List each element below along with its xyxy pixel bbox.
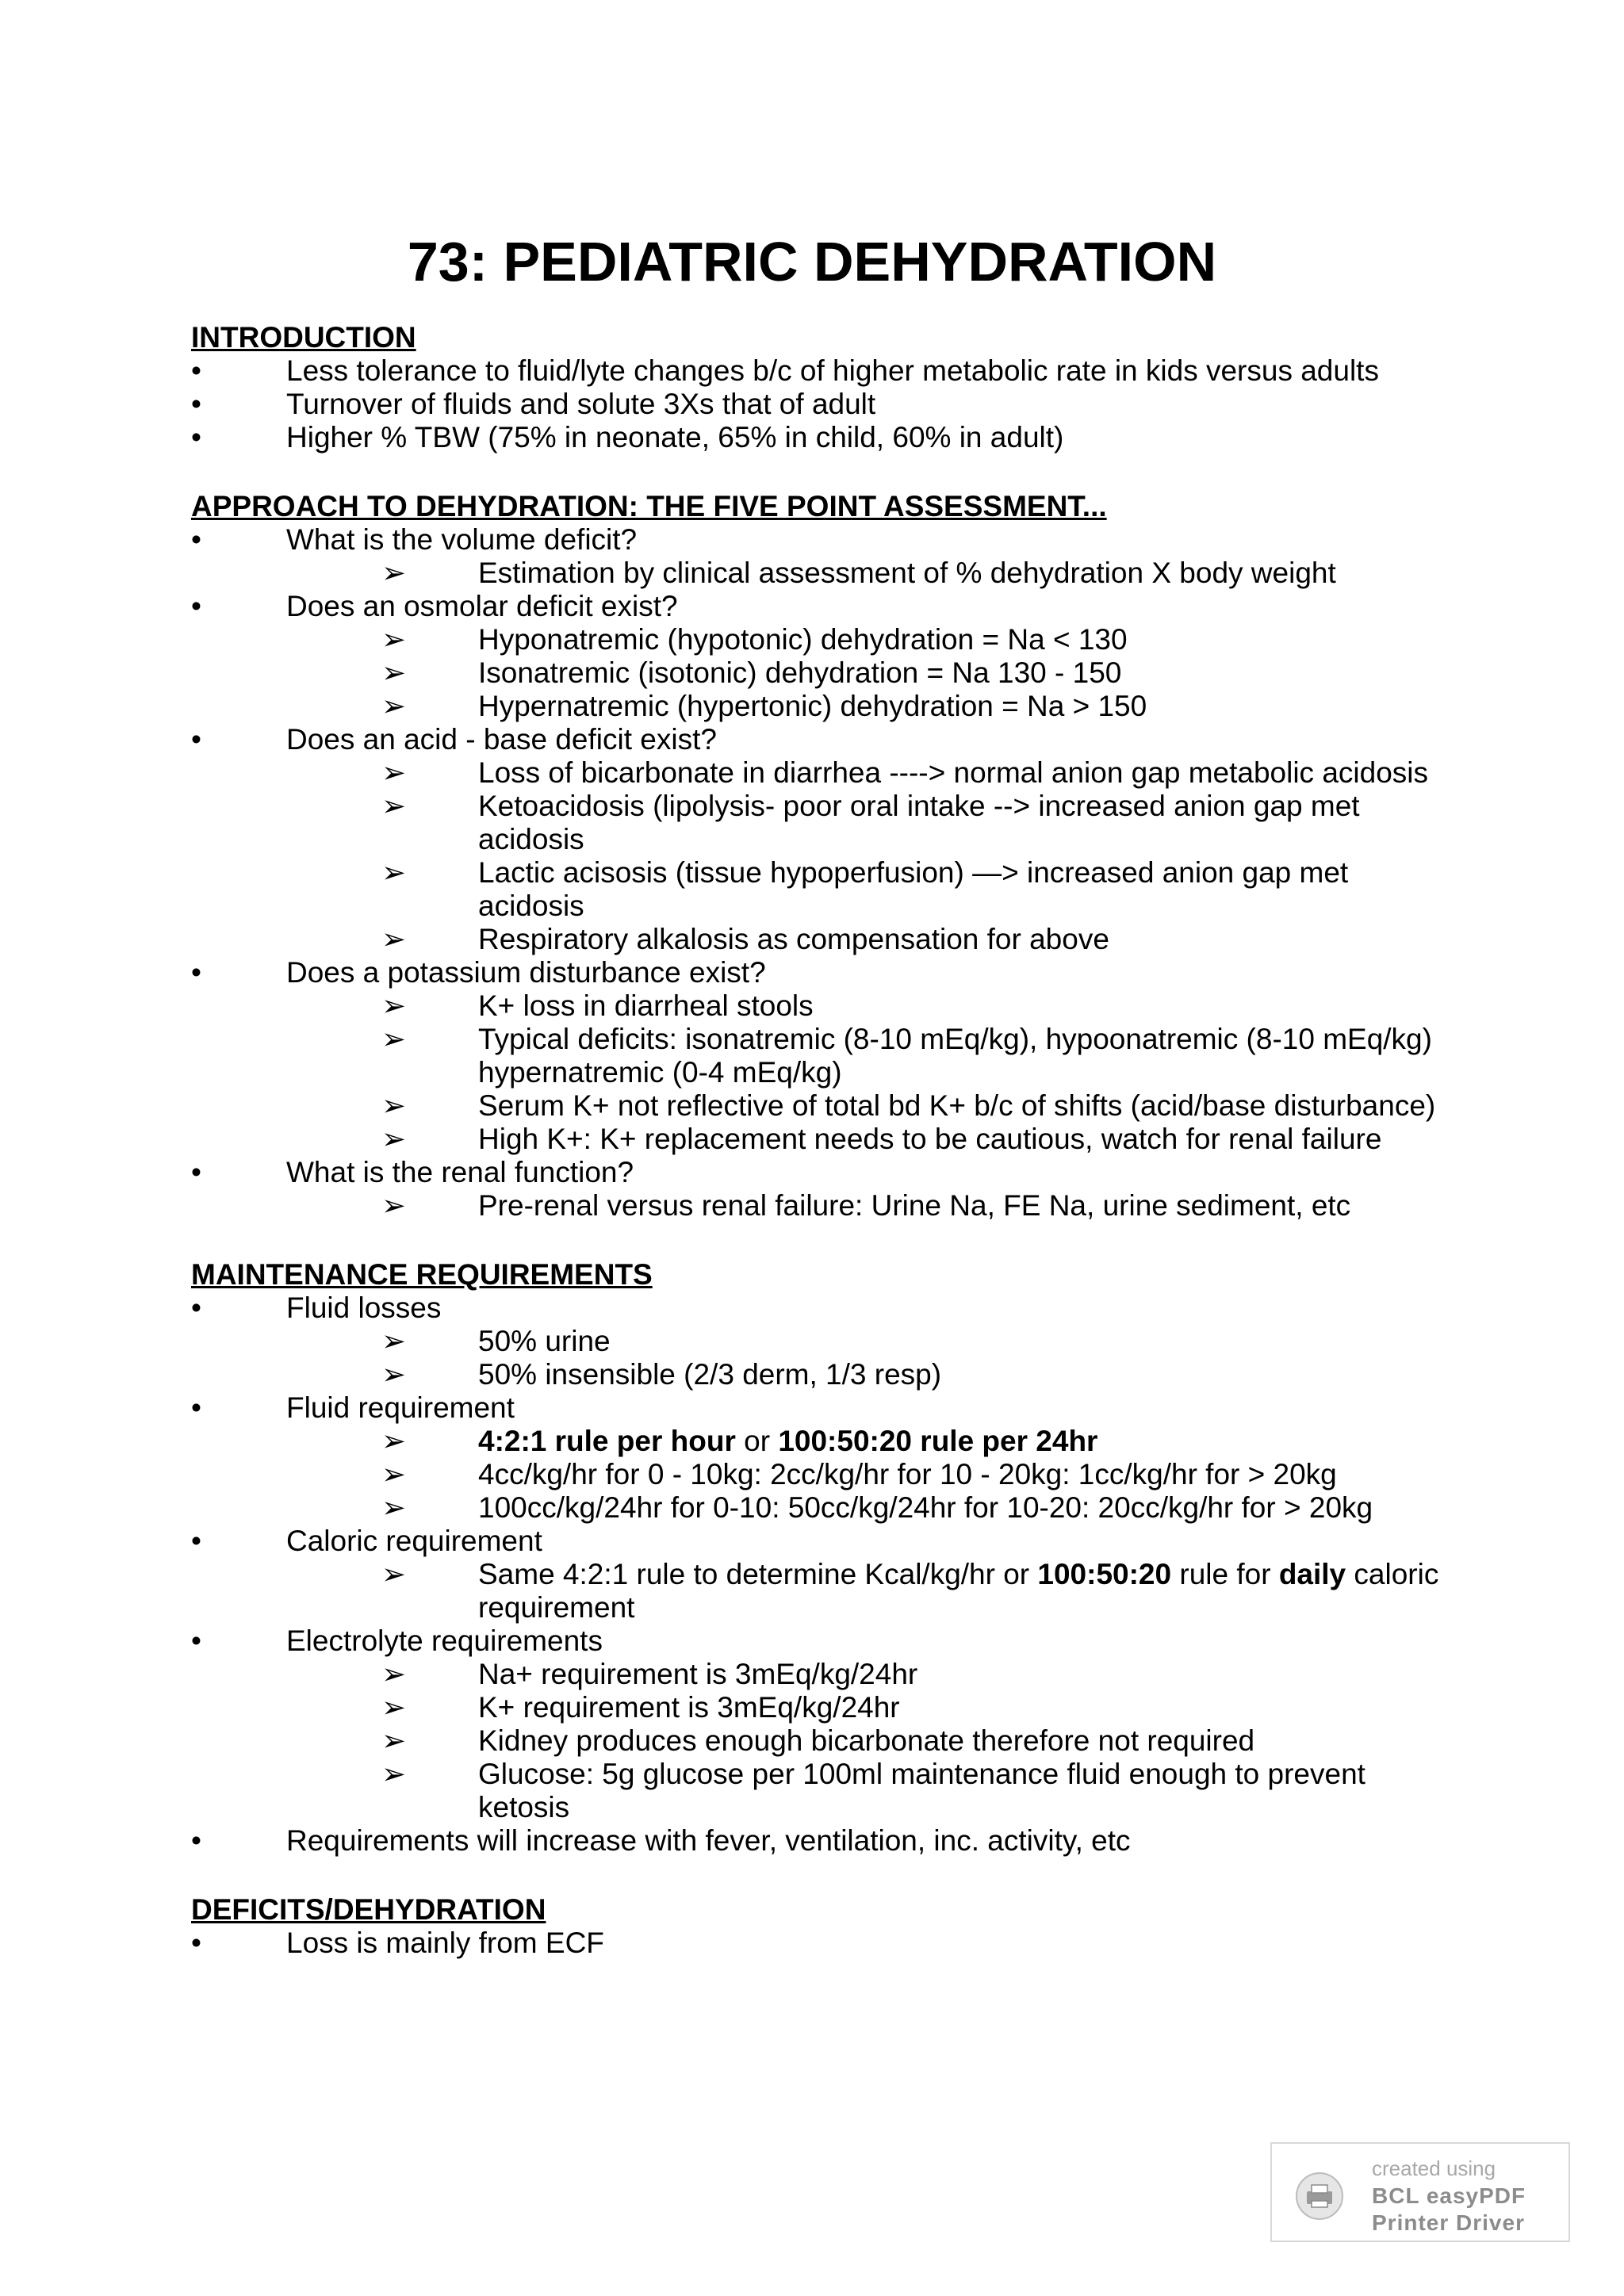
arrow-bullet-icon: ➢ (381, 1458, 407, 1490)
sub-list-item-text: Ketoacidosis (lipolysis- poor oral intake --> increased anion gap met (478, 790, 1360, 822)
stamp-line-driver: Printer Driver (1372, 2210, 1525, 2235)
arrow-bullet-icon: ➢ (381, 1325, 407, 1357)
plain-text: rule for (1171, 1558, 1279, 1590)
sub-list-item-text: 4cc/kg/hr for 0 - 10kg: 2cc/kg/hr for 10 - 20kg: 1cc/kg/hr for > 20kg (478, 1458, 1337, 1490)
sub-list-item (191, 1425, 1460, 1458)
list-item (191, 590, 1460, 623)
sub-list-item (191, 856, 1460, 890)
list-item-text: Does an acid - base deficit exist? (286, 723, 717, 756)
sub-list-item-text: 50% insensible (2/3 derm, 1/3 resp) (478, 1358, 942, 1391)
arrow-bullet-icon: ➢ (381, 1023, 407, 1055)
bullet-icon: • (191, 1525, 201, 1557)
sub-list-item-text: Glucose: 5g glucose per 100ml maintenance fluid enough to prevent (478, 1758, 1365, 1790)
sub-list-item-text: Pre-renal versus renal failure: Urine Na, FE Na, urine sediment, etc (478, 1189, 1351, 1222)
bold-text: daily (1278, 1558, 1346, 1590)
document-body (191, 321, 1460, 1960)
sub-list-item (191, 1358, 1460, 1391)
sub-list-item-text: acidosis (478, 890, 584, 922)
sub-list-item-text (478, 1558, 1438, 1591)
sub-list-item-text: High K+: K+ replacement needs to be cautious, watch for renal failure (478, 1123, 1382, 1155)
sub-list-item-text: Serum K+ not reflective of total bd K+ b/c of shifts (acid/base disturbance) (478, 1089, 1436, 1122)
list-item (191, 1824, 1460, 1858)
sub-list-item (191, 690, 1460, 723)
list-item-text: Does an osmolar deficit exist? (286, 590, 678, 622)
pdf-creator-stamp (1270, 2142, 1570, 2242)
sub-list-item (191, 1189, 1460, 1223)
list-item-text: Loss is mainly from ECF (286, 1927, 604, 1959)
arrow-bullet-icon: ➢ (381, 1724, 407, 1757)
sub-list-item-text: ketosis (478, 1791, 570, 1823)
page-title: 73: PEDIATRIC DEHYDRATION (407, 231, 1217, 293)
sub-list-item-text: requirement (478, 1591, 635, 1624)
bullet-icon: • (191, 1156, 201, 1188)
bullet-icon: • (191, 354, 201, 387)
arrow-bullet-icon: ➢ (381, 1658, 407, 1690)
arrow-bullet-icon: ➢ (381, 1123, 407, 1155)
sub-list-item (191, 1491, 1460, 1525)
section-spacer (191, 454, 1460, 490)
sub-list-item (191, 1558, 1460, 1591)
arrow-bullet-icon: ➢ (381, 989, 407, 1022)
bullet-icon: • (191, 1927, 201, 1959)
list-item (191, 388, 1460, 421)
sub-list-item (191, 1023, 1460, 1056)
arrow-bullet-icon: ➢ (381, 1358, 407, 1391)
list-item-text: Higher % TBW (75% in neonate, 65% in child, 60% in adult) (286, 421, 1064, 453)
bold-rule-text: 4:2:1 rule per hour (478, 1425, 736, 1457)
printer-disc-logo-icon (1294, 2171, 1345, 2221)
list-item (191, 1292, 1460, 1325)
bullet-icon: • (191, 1391, 201, 1424)
arrow-bullet-icon: ➢ (381, 1558, 407, 1590)
arrow-bullet-icon: ➢ (381, 1491, 407, 1524)
section-spacer (191, 1858, 1460, 1893)
list-item (191, 1391, 1460, 1425)
sub-list-item-text: 50% urine (478, 1325, 611, 1357)
list-item-text: Electrolyte requirements (286, 1624, 603, 1657)
bullet-icon: • (191, 523, 201, 556)
sub-list-item-text: hypernatremic (0-4 mEq/kg) (478, 1056, 842, 1089)
list-item-text: Requirements will increase with fever, ventilation, inc. activity, etc (286, 1824, 1131, 1857)
sub-list-item (191, 1724, 1460, 1758)
list-item (191, 1927, 1460, 1960)
stamp-line-created: created using (1372, 2156, 1496, 2180)
sub-list-item (191, 656, 1460, 690)
sub-list-item (191, 623, 1460, 656)
sub-list-item (191, 989, 1460, 1023)
sub-list-item-text: K+ loss in diarrheal stools (478, 989, 814, 1022)
sub-list-item (191, 1758, 1460, 1791)
bold-rule-text: 100:50:20 (1037, 1558, 1172, 1590)
arrow-bullet-icon: ➢ (381, 623, 407, 656)
arrow-bullet-icon: ➢ (381, 923, 407, 955)
list-item-text: Caloric requirement (286, 1525, 542, 1557)
sub-list-item-text: Isonatremic (isotonic) dehydration = Na 130 - 150 (478, 656, 1122, 689)
sub-list-item (191, 1123, 1460, 1156)
sub-list-item-text: 100cc/kg/24hr for 0-10: 50cc/kg/24hr for 10-20: 20cc/kg/hr for > 20kg (478, 1491, 1373, 1524)
bullet-icon: • (191, 388, 201, 420)
sub-list-item-text: Na+ requirement is 3mEq/kg/24hr (478, 1658, 918, 1690)
arrow-bullet-icon: ➢ (381, 856, 407, 889)
bullet-icon: • (191, 956, 201, 989)
sub-list-item-continuation (191, 1056, 1460, 1089)
sub-list-item-text: Typical deficits: isonatremic (8-10 mEq/kg), hypoonatremic (8-10 mEq/kg) (478, 1023, 1432, 1055)
arrow-bullet-icon: ➢ (381, 1691, 407, 1724)
stamp-line-product: BCL easyPDF (1372, 2183, 1526, 2208)
section-heading-deficits: DEFICITS/DEHYDRATION (191, 1893, 546, 1926)
bullet-icon: • (191, 723, 201, 756)
arrow-bullet-icon: ➢ (381, 690, 407, 722)
sub-list-item-text: Lactic acisosis (tissue hypoperfusion) —> increased anion gap met (478, 856, 1349, 889)
bullet-icon: • (191, 421, 201, 453)
sub-list-item (191, 1658, 1460, 1691)
sub-list-item (191, 923, 1460, 956)
sub-list-item-text: Kidney produces enough bicarbonate therefore not required (478, 1724, 1255, 1757)
arrow-bullet-icon: ➢ (381, 790, 407, 822)
list-item-text: Less tolerance to fluid/lyte changes b/c of higher metabolic rate in kids versus adults (286, 354, 1379, 387)
section-spacer (191, 1223, 1460, 1258)
list-item-text: Fluid requirement (286, 1391, 515, 1424)
section-heading-introduction: INTRODUCTION (191, 321, 416, 354)
sub-list-item-text: Estimation by clinical assessment of % dehydration X body weight (478, 557, 1336, 589)
sub-list-item-text: Hyponatremic (hypotonic) dehydration = Na < 130 (478, 623, 1128, 656)
sub-list-item-text: Respiratory alkalosis as compensation for above (478, 923, 1109, 955)
list-item (191, 723, 1460, 756)
sub-list-item-text (478, 1425, 1097, 1458)
sub-list-item-continuation (191, 823, 1460, 856)
sub-list-item-text: acidosis (478, 823, 584, 855)
list-item-text: Fluid losses (286, 1292, 442, 1324)
list-item-text: Does a potassium disturbance exist? (286, 956, 766, 989)
list-item (191, 354, 1460, 388)
list-item (191, 421, 1460, 454)
list-item (191, 523, 1460, 557)
section-heading-approach: APPROACH TO DEHYDRATION: THE FIVE POINT ASSESSMENT... (191, 490, 1107, 522)
sub-list-item-text: K+ requirement is 3mEq/kg/24hr (478, 1691, 900, 1724)
bullet-icon: • (191, 1624, 201, 1657)
sub-list-item-text: Hypernatremic (hypertonic) dehydration = Na > 150 (478, 690, 1147, 722)
sub-list-item-continuation (191, 1791, 1460, 1824)
arrow-bullet-icon: ➢ (381, 1425, 407, 1457)
bullet-icon: • (191, 1292, 201, 1324)
section-heading-maintenance: MAINTENANCE REQUIREMENTS (191, 1258, 653, 1291)
sub-list-item (191, 557, 1460, 590)
plain-text: caloric (1346, 1558, 1439, 1590)
arrow-bullet-icon: ➢ (381, 756, 407, 789)
list-item (191, 1156, 1460, 1189)
list-item (191, 956, 1460, 989)
arrow-bullet-icon: ➢ (381, 1089, 407, 1122)
arrow-bullet-icon: ➢ (381, 557, 407, 589)
arrow-bullet-icon: ➢ (381, 656, 407, 689)
sub-list-item (191, 1691, 1460, 1724)
list-item (191, 1525, 1460, 1558)
arrow-bullet-icon: ➢ (381, 1189, 407, 1222)
list-item-text: What is the volume deficit? (286, 523, 638, 556)
sub-list-item (191, 790, 1460, 823)
sub-list-item-continuation (191, 1591, 1460, 1624)
arrow-bullet-icon: ➢ (381, 1758, 407, 1790)
sub-list-item (191, 756, 1460, 790)
list-item-text: What is the renal function? (286, 1156, 634, 1188)
sub-list-item-continuation (191, 890, 1460, 923)
sub-list-item (191, 1325, 1460, 1358)
list-item (191, 1624, 1460, 1658)
plain-text: Same 4:2:1 rule to determine Kcal/kg/hr or (478, 1558, 1038, 1590)
bold-rule-text: 100:50:20 rule per 24hr (778, 1425, 1098, 1457)
sub-list-item (191, 1458, 1460, 1491)
sub-list-item-text: Loss of bicarbonate in diarrhea ----> normal anion gap metabolic acidosis (478, 756, 1429, 789)
list-item-text: Turnover of fluids and solute 3Xs that of adult (286, 388, 876, 420)
sub-list-item (191, 1089, 1460, 1123)
bullet-icon: • (191, 590, 201, 622)
plain-text: or (735, 1425, 779, 1457)
bullet-icon: • (191, 1824, 201, 1857)
